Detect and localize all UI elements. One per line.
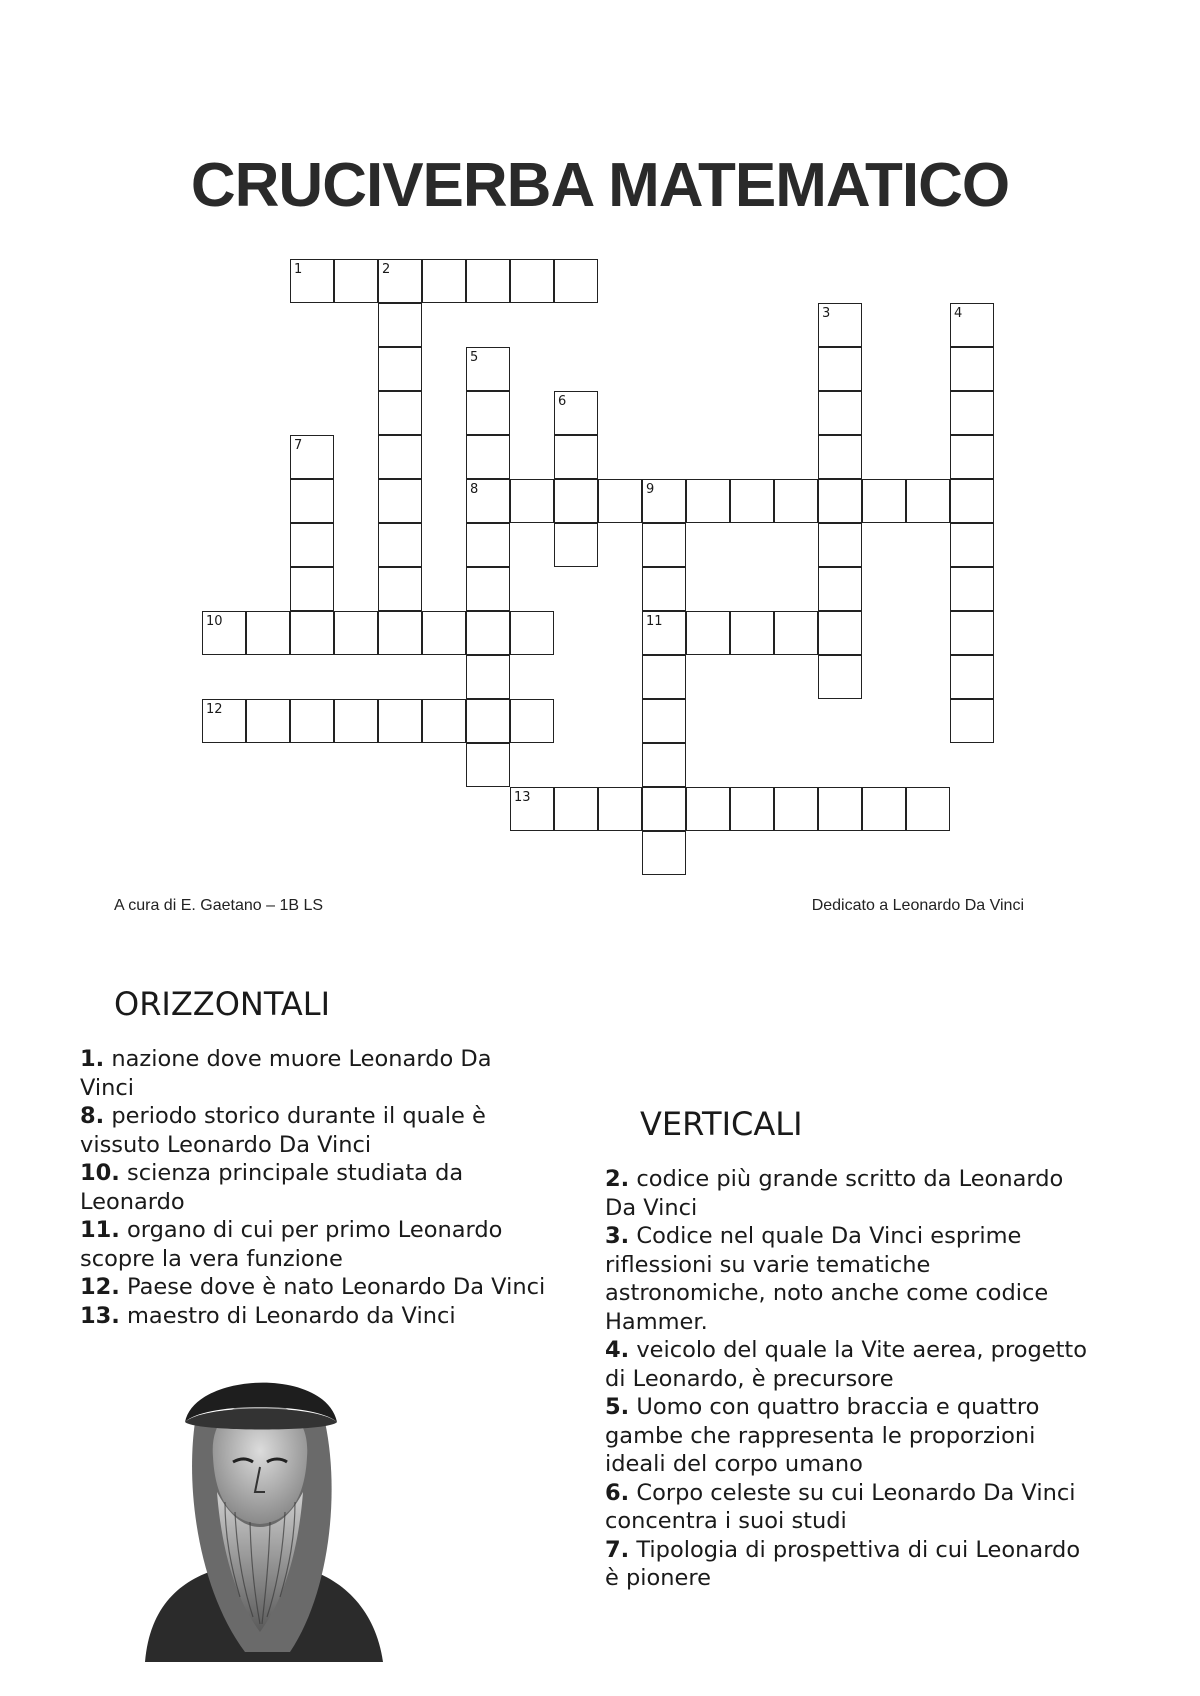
crossword-cell[interactable]: [554, 435, 598, 479]
crossword-cell[interactable]: [202, 611, 246, 655]
clue-item: 11. organo di cui per primo Leonardo scopre la vera funzione: [80, 1217, 503, 1272]
cell-number: 3: [822, 306, 831, 321]
crossword-cell[interactable]: [466, 479, 510, 523]
cell-number: 10: [206, 614, 223, 629]
clue-item: 5. Uomo con quattro braccia e quattro gambe che rappresenta le proporzioni ideali del corpo umano: [605, 1394, 1040, 1477]
clue-item: 7. Tipologia di prospettiva di cui Leonardo è pionere: [605, 1536, 1081, 1591]
verticali-clue-list: [605, 1165, 1095, 1593]
crossword-cell[interactable]: [466, 699, 510, 743]
crossword-cell[interactable]: [290, 259, 334, 303]
crossword-cell[interactable]: [642, 567, 686, 611]
crossword-cell[interactable]: [906, 479, 950, 523]
crossword-cell[interactable]: [466, 523, 510, 567]
crossword-cell[interactable]: [378, 347, 422, 391]
crossword-cell[interactable]: [422, 259, 466, 303]
crossword-cell[interactable]: [466, 259, 510, 303]
crossword-cell[interactable]: [818, 655, 862, 699]
credit-author: A cura di E. Gaetano – 1B LS: [114, 897, 324, 910]
crossword-cell[interactable]: [378, 567, 422, 611]
crossword-cell[interactable]: [246, 699, 290, 743]
orizzontali-heading: ORIZZONTALI: [114, 985, 331, 1023]
cell-number: 8: [470, 482, 479, 497]
crossword-cell[interactable]: [290, 699, 334, 743]
crossword-cell[interactable]: [906, 787, 950, 831]
crossword-cell[interactable]: [774, 479, 818, 523]
crossword-cell[interactable]: [202, 699, 246, 743]
page-title: CRUCIVERBA MATEMATICO: [190, 151, 1010, 220]
cell-number: 9: [646, 482, 655, 497]
crossword-cell[interactable]: [554, 787, 598, 831]
crossword-cell[interactable]: [554, 259, 598, 303]
crossword-cell[interactable]: [950, 347, 994, 391]
crossword-cell[interactable]: [378, 303, 422, 347]
crossword-cell[interactable]: [730, 611, 774, 655]
clue-item: 13. maestro di Leonardo da Vinci: [80, 1302, 456, 1329]
crossword-cell[interactable]: [510, 699, 554, 743]
leonardo-portrait-image: [125, 1362, 395, 1662]
crossword-cell[interactable]: [642, 523, 686, 567]
crossword-cell[interactable]: [818, 347, 862, 391]
crossword-cell[interactable]: [554, 523, 598, 567]
crossword-cell[interactable]: [466, 391, 510, 435]
crossword-cell[interactable]: [642, 787, 686, 831]
crossword-cell[interactable]: [378, 391, 422, 435]
crossword-cell[interactable]: [774, 787, 818, 831]
crossword-cell[interactable]: [950, 611, 994, 655]
crossword-cell[interactable]: [818, 479, 862, 523]
cell-number: 13: [514, 790, 531, 805]
cell-number: 2: [382, 262, 391, 277]
crossword-cell[interactable]: [422, 611, 466, 655]
crossword-cell[interactable]: [466, 743, 510, 787]
crossword-cell[interactable]: [818, 303, 862, 347]
crossword-cell[interactable]: [246, 611, 290, 655]
crossword-cell[interactable]: [862, 479, 906, 523]
crossword-cell[interactable]: [334, 259, 378, 303]
crossword-cell[interactable]: [466, 655, 510, 699]
crossword-cell[interactable]: [378, 435, 422, 479]
crossword-cell[interactable]: [510, 259, 554, 303]
orizzontali-clue-list: [80, 1045, 550, 1330]
crossword-cell[interactable]: [818, 435, 862, 479]
crossword-cell[interactable]: [466, 435, 510, 479]
cell-number: 4: [954, 306, 963, 321]
crossword-cell[interactable]: [378, 523, 422, 567]
crossword-cell[interactable]: [378, 259, 422, 303]
clue-item: 4. veicolo del quale la Vite aerea, progetto di Leonardo, è precursore: [605, 1337, 1087, 1392]
crossword-cell[interactable]: [950, 567, 994, 611]
crossword-cell[interactable]: [730, 787, 774, 831]
crossword-cell[interactable]: [818, 567, 862, 611]
crossword-cell[interactable]: [422, 699, 466, 743]
crossword-cell[interactable]: [642, 743, 686, 787]
crossword-cell[interactable]: [554, 391, 598, 435]
crossword-cell[interactable]: [818, 523, 862, 567]
crossword-cell[interactable]: [598, 479, 642, 523]
clue-item: 6. Corpo celeste su cui Leonardo Da Vinci concentra i suoi studi: [605, 1479, 1076, 1534]
crossword-cell[interactable]: [950, 655, 994, 699]
crossword-cell[interactable]: [554, 479, 598, 523]
clue-item: 3. Codice nel quale Da Vinci esprime riflessioni su varie tematiche astronomiche, noto anche come codice Hammer.: [605, 1223, 1049, 1335]
crossword-cell[interactable]: [862, 787, 906, 831]
crossword-cell[interactable]: [642, 655, 686, 699]
crossword-cell[interactable]: [950, 523, 994, 567]
crossword-cell[interactable]: [598, 787, 642, 831]
cell-number: 7: [294, 438, 303, 453]
crossword-cell[interactable]: [950, 479, 994, 523]
crossword-cell[interactable]: [818, 611, 862, 655]
crossword-cell[interactable]: [730, 479, 774, 523]
crossword-cell[interactable]: [950, 303, 994, 347]
clue-item: 10. scienza principale studiata da Leonardo: [80, 1160, 464, 1215]
verticali-heading: VERTICALI: [640, 1105, 803, 1143]
crossword-cell[interactable]: [466, 347, 510, 391]
cell-number: 5: [470, 350, 479, 365]
crossword-cell[interactable]: [290, 567, 334, 611]
crossword-cell[interactable]: [774, 611, 818, 655]
crossword-cell[interactable]: [466, 567, 510, 611]
crossword-cell[interactable]: [642, 831, 686, 875]
cell-number: 12: [206, 702, 223, 717]
crossword-cell[interactable]: [334, 699, 378, 743]
crossword-cell[interactable]: [290, 479, 334, 523]
crossword-cell[interactable]: [642, 699, 686, 743]
clue-item: 1. nazione dove muore Leonardo Da Vinci: [80, 1046, 492, 1101]
crossword-cell[interactable]: [378, 699, 422, 743]
crossword-cell[interactable]: [642, 611, 686, 655]
crossword-cell[interactable]: [510, 611, 554, 655]
cell-number: 6: [558, 394, 567, 409]
crossword-cell[interactable]: [818, 787, 862, 831]
crossword-cell[interactable]: [510, 479, 554, 523]
crossword-cell[interactable]: [642, 479, 686, 523]
crossword-cell[interactable]: [950, 391, 994, 435]
crossword-cell[interactable]: [466, 611, 510, 655]
cell-number: 1: [294, 262, 303, 277]
crossword-cell[interactable]: [378, 611, 422, 655]
crossword-cell[interactable]: [334, 611, 378, 655]
crossword-cell[interactable]: [686, 479, 730, 523]
credit-dedication: Dedicato a Leonardo Da Vinci: [811, 897, 1024, 910]
clue-item: 8. periodo storico durante il quale è vissuto Leonardo Da Vinci: [80, 1103, 486, 1158]
crossword-cell[interactable]: [686, 787, 730, 831]
cell-number: 11: [646, 614, 663, 629]
crossword-cell[interactable]: [290, 435, 334, 479]
clue-item: 12. Paese dove è nato Leonardo Da Vinci: [80, 1274, 546, 1300]
crossword-cell[interactable]: [686, 611, 730, 655]
crossword-cell[interactable]: [818, 391, 862, 435]
crossword-cell[interactable]: [950, 435, 994, 479]
crossword-cell[interactable]: [290, 611, 334, 655]
crossword-cell[interactable]: [510, 787, 554, 831]
crossword-cell[interactable]: [950, 699, 994, 743]
crossword-cell[interactable]: [290, 523, 334, 567]
crossword-cell[interactable]: [378, 479, 422, 523]
clue-item: 2. codice più grande scritto da Leonardo Da Vinci: [605, 1166, 1064, 1221]
